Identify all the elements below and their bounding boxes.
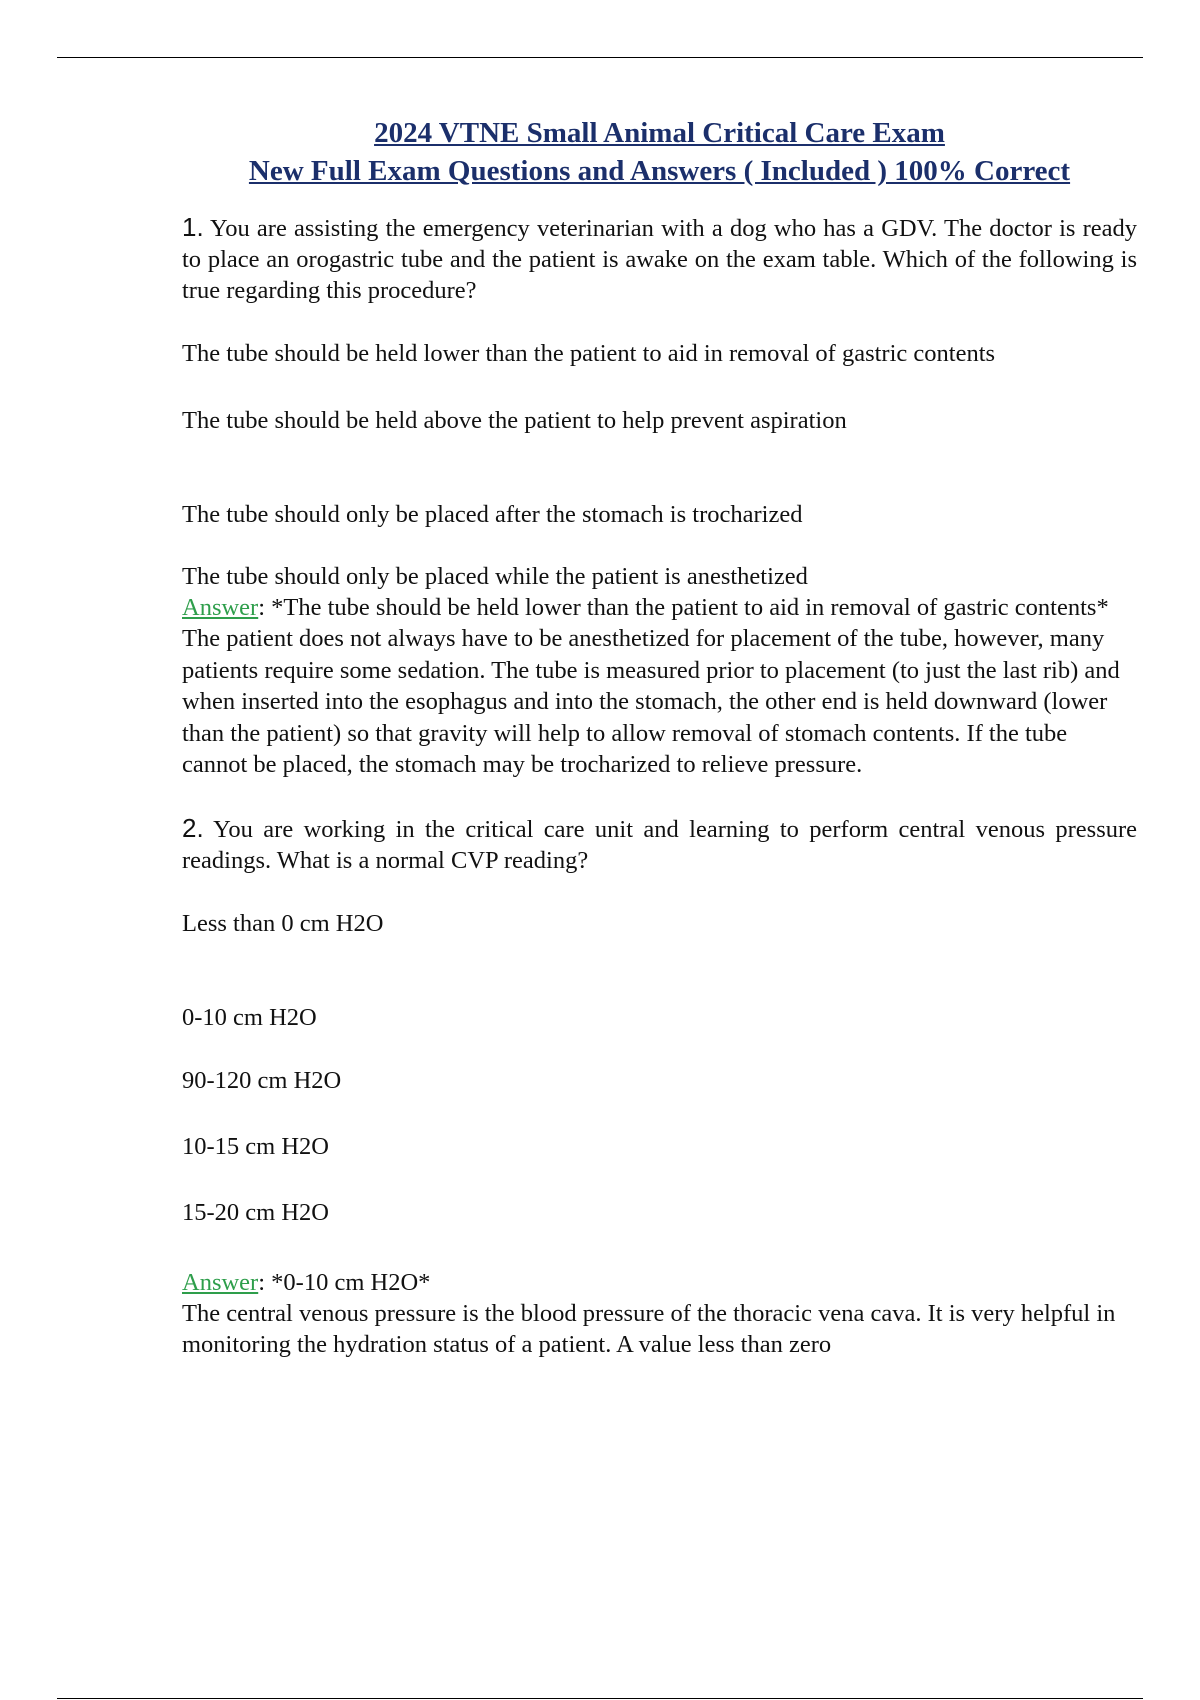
- question-2-option-4: 10-15 cm H2O: [182, 1132, 329, 1160]
- question-1-option-3: The tube should only be placed after the stomach is trocharized: [182, 501, 803, 528]
- question-1-option-1: The tube should be held lower than the patient to aid in removal of gastric contents: [182, 340, 996, 367]
- question-1-answer-text: *The tube should be held lower than the patient to aid in removal of gastric contents*: [271, 594, 1109, 621]
- question-2: [182, 813, 1137, 1361]
- question-2-option-3: 90-120 cm H2O: [182, 1066, 342, 1094]
- question-2-option-1: Less than 0 cm H2O: [182, 909, 384, 937]
- bottom-rule: [57, 1698, 1143, 1699]
- question-1-text: You are assisting the emergency veterinarian with a dog who has a GDV. The doctor is ready to place an orogastric tube and the patient is awake on the exam table. Which of the following is true regarding this procedure?: [182, 215, 1138, 304]
- question-1-option-4: The tube should only be placed while the patient is anesthetized: [182, 563, 808, 590]
- question-2-option-2: 0-10 cm H2O: [182, 1003, 317, 1031]
- question-2-stem: [182, 813, 1137, 876]
- title-line-2: New Full Exam Questions and Answers ( Included ) 100% Correct: [248, 155, 1071, 187]
- question-1-answer: Answer: *The tube should be held lower than the patient to aid in removal of gastric contents*: [182, 594, 1109, 621]
- answer-label: Answer: [182, 594, 259, 621]
- document-body: [182, 114, 1137, 1361]
- question-1-option-2: The tube should be held above the patient to help prevent aspiration: [182, 407, 847, 434]
- question-2-answer: Answer: *0-10 cm H2O*: [182, 1268, 431, 1296]
- question-2-text: You are working in the critical care unit and learning to perform central venous pressure readings. What is a normal CVP reading?: [182, 815, 1138, 874]
- title-line-1: 2024 VTNE Small Animal Critical Care Exam: [374, 117, 945, 149]
- document-title: [132, 114, 1187, 190]
- question-1-explanation: The patient does not always have to be anesthetized for placement of the tube, however, many patients require some sedation. The tube is measured prior to placement (to just the last rib) and when inserted into the esophagus and into the stomach, the other end is held downward (lower than the patient) so that gravity will help to allow removal of stomach contents. If the tube cannot be placed, the stomach may be trocharized to relieve pressure.: [182, 625, 1120, 778]
- top-rule: [57, 57, 1143, 58]
- question-1-stem: [182, 212, 1137, 306]
- question-2-number: 2.: [182, 812, 204, 843]
- answer-label: Answer: [182, 1268, 259, 1296]
- question-2-answer-text: *0-10 cm H2O*: [271, 1268, 431, 1296]
- question-2-explanation: The central venous pressure is the blood pressure of the thoracic vena cava. It is very helpful in monitoring the hydration status of a patient. A value less than zero: [182, 1299, 1116, 1358]
- question-1: [182, 212, 1137, 781]
- question-1-number: 1.: [182, 212, 204, 242]
- question-2-option-5: 15-20 cm H2O: [182, 1198, 329, 1226]
